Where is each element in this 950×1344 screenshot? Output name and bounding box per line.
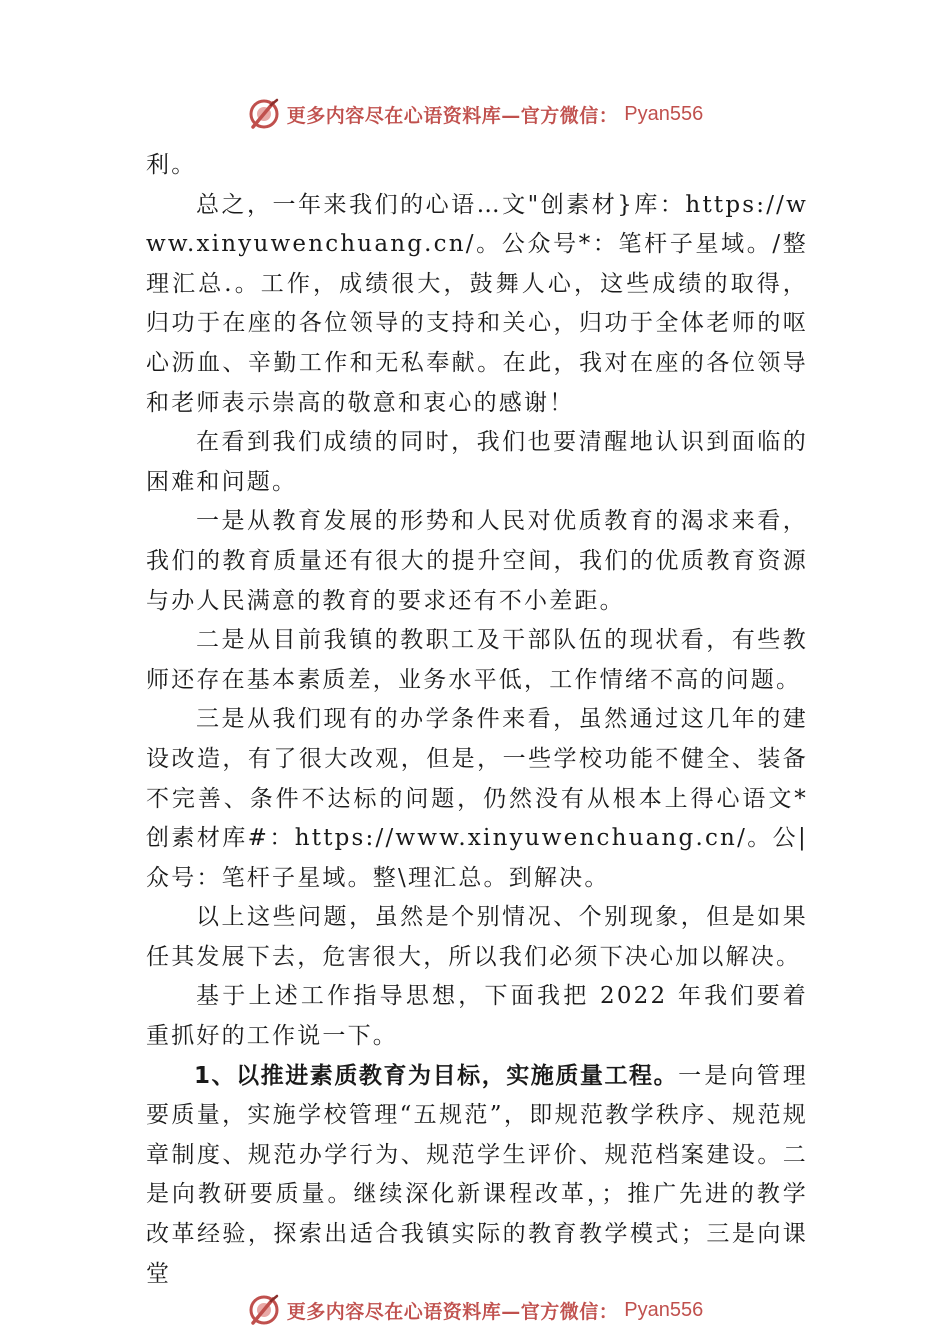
banner-text: 更多内容尽在心语资料库—官方微信：: [286, 104, 619, 127]
paragraph-section-1: [146, 1057, 808, 1295]
brush-seal-logo-icon: [247, 97, 281, 131]
banner-account: Pyan556: [624, 1298, 704, 1321]
paragraph-problem-1: 一是从教育发展的形势和人民对优质教育的渴求来看，我们的教育质量还有很大的提升空间，我们的优质教育资源与办人民满意的教育的要求还有不小差距。: [146, 508, 808, 614]
section-1-body: 一是向管理 要质量，实施学校管理“五规范”，即规范教学秩序、规范规章制度、规范办学行为、规范学生评价、规范档案建设。二是向教研要质量。继续深化新课程改革，；推广先进的教学改革经验，探索出适合我镇实际的教育教学模式；三是向课堂: [146, 1062, 809, 1287]
banner-account: Pyan556: [624, 102, 704, 125]
paragraph-problem-3: 三是从我们现有的办学条件来看，虽然通过这几年的建设改造，有了很大改观，但是，一些学校功能不健全、装备不完善、条件不达标的问题，仍然没有从根本上得心语文*创素材库#：https://www.xinyuwenchuang.cn/。公|众号：笔杆子星域。整\理汇总。到解决。: [146, 706, 808, 891]
paragraph-continuation: 利。: [146, 152, 197, 178]
paragraph-resolve: 以上这些问题，虽然是个别情况、个别现象，但是如果任其发展下去，危害很大，所以我们必须下决心加以解决。: [146, 904, 808, 970]
paragraph-summary: 总之，一年来我们的心语…文"创素材}库：https://www.xinyuwenchuang.cn/。公众号*：笔杆子星域。/整理汇总.。工作，成绩很大，鼓舞人心，这些成绩的取得，归功于在座的各位领导的支持和关心，归功于全体老师的呕心沥血、辛勤工作和无私奉献。在此，我对在座的各位领导和老师表示崇高的敬意和衷心的感谢！: [146, 191, 808, 416]
header-banner: [0, 92, 950, 136]
paragraph-problem-2: 二是从目前我镇的教职工及干部队伍的现状看，有些教师还存在基本素质差，业务水平低，工作情绪不高的问题。: [146, 627, 808, 693]
brush-seal-logo-icon: [247, 1293, 281, 1327]
document-body: [146, 146, 808, 1294]
paragraph-work-intro: 基于上述工作指导思想，下面我把 2022 年我们要着重抓好的工作说一下。: [146, 983, 808, 1050]
banner-text: 更多内容尽在心语资料库—官方微信：: [286, 1300, 619, 1323]
paragraph-problems-intro: 在看到我们成绩的同时，我们也要清醒地认识到面临的困难和问题。: [146, 429, 808, 495]
section-1-heading: 1、以推进素质教育为目标，实施质量工程。: [194, 1062, 679, 1089]
footer-banner: [0, 1288, 950, 1332]
